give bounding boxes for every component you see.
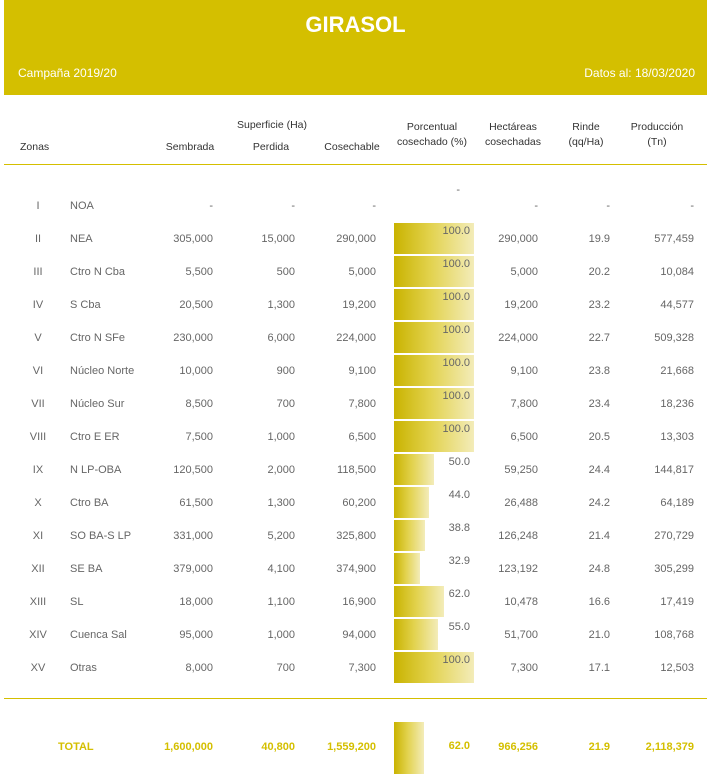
row-number: III bbox=[33, 266, 43, 278]
row-perdida: 700 bbox=[276, 398, 295, 410]
row-number: XIV bbox=[29, 629, 47, 641]
row-perdida: 500 bbox=[276, 266, 295, 278]
row-rinde: 22.7 bbox=[588, 332, 610, 344]
row-produccion: 144,817 bbox=[654, 464, 694, 476]
row-number: XV bbox=[30, 662, 46, 674]
row-cosechable: 16,900 bbox=[342, 596, 376, 608]
row-rinde: 23.2 bbox=[588, 299, 610, 311]
row-number: VIII bbox=[29, 431, 47, 443]
header-rinde bbox=[558, 120, 614, 150]
row-perdida: 1,300 bbox=[267, 497, 295, 509]
row-sembrada: 8,500 bbox=[185, 398, 213, 410]
row-produccion: 44,577 bbox=[660, 299, 694, 311]
header-cosechable: Cosechable bbox=[324, 141, 380, 153]
header-porcentual-line1: Porcentual bbox=[406, 121, 458, 133]
row-perdida: 1,000 bbox=[267, 629, 295, 641]
row-perdida: 6,000 bbox=[267, 332, 295, 344]
row-cosechable: 94,000 bbox=[342, 629, 376, 641]
row-rinde: 20.5 bbox=[588, 431, 610, 443]
row-number: II bbox=[34, 233, 42, 245]
row-produccion: 305,299 bbox=[654, 563, 694, 575]
row-perdida: 15,000 bbox=[261, 233, 295, 245]
row-sembrada: 331,000 bbox=[173, 530, 213, 542]
row-number: VII bbox=[31, 398, 45, 410]
row-produccion: 10,084 bbox=[660, 266, 694, 278]
row-perdida: 1,100 bbox=[267, 596, 295, 608]
row-perdida: 1,000 bbox=[267, 431, 295, 443]
row-produccion: 13,303 bbox=[660, 431, 694, 443]
table-row bbox=[4, 652, 707, 685]
row-perdida: 1,300 bbox=[267, 299, 295, 311]
total-rinde: 21.9 bbox=[588, 741, 610, 753]
header-porcentual-line2: cosechado (%) bbox=[396, 136, 468, 148]
header-sembrada: Sembrada bbox=[165, 141, 215, 153]
row-zona: S Cba bbox=[70, 299, 101, 311]
title-banner bbox=[4, 0, 707, 95]
row-produccion: 12,503 bbox=[660, 662, 694, 674]
row-sembrada: 305,000 bbox=[173, 233, 213, 245]
header-perdida: Perdida bbox=[252, 141, 290, 153]
header-rinde-line2: (qq/Ha) bbox=[568, 136, 604, 148]
total-pct-bar bbox=[394, 722, 424, 774]
header-hectareas bbox=[477, 120, 549, 150]
row-sembrada: 230,000 bbox=[173, 332, 213, 344]
row-number: XIII bbox=[29, 596, 47, 608]
row-hectareas: 290,000 bbox=[498, 233, 538, 245]
row-hectareas: 19,200 bbox=[504, 299, 538, 311]
header-hectareas-line2: cosechadas bbox=[484, 136, 542, 148]
header-produccion-line2: (Tn) bbox=[647, 136, 667, 148]
total-pct-value: 62.0 bbox=[448, 740, 470, 752]
row-produccion: - bbox=[690, 200, 694, 212]
row-sembrada: 8,000 bbox=[185, 662, 213, 674]
row-rinde: 21.0 bbox=[588, 629, 610, 641]
row-rinde: 16.6 bbox=[588, 596, 610, 608]
row-hectareas: 5,000 bbox=[510, 266, 538, 278]
total-cosechable: 1,559,200 bbox=[327, 741, 376, 753]
total-divider bbox=[4, 698, 707, 699]
row-cosechable: 6,500 bbox=[348, 431, 376, 443]
row-number: VI bbox=[32, 365, 44, 377]
row-produccion: 18,236 bbox=[660, 398, 694, 410]
table-row bbox=[4, 520, 707, 553]
row-hectareas: 6,500 bbox=[510, 431, 538, 443]
row-rinde: 20.2 bbox=[588, 266, 610, 278]
row-zona: NEA bbox=[70, 233, 93, 245]
row-perdida: 4,100 bbox=[267, 563, 295, 575]
row-zona: SE BA bbox=[70, 563, 103, 575]
row-cosechable: 325,800 bbox=[336, 530, 376, 542]
row-produccion: 21,668 bbox=[660, 365, 694, 377]
row-pct-value: 50.0 bbox=[448, 456, 470, 468]
row-zona: SO BA-S LP bbox=[70, 530, 132, 542]
page-title: GIRASOL bbox=[305, 12, 406, 37]
row-perdida: 5,200 bbox=[267, 530, 295, 542]
row-cosechable: 60,200 bbox=[342, 497, 376, 509]
row-pct-value: 100.0 bbox=[442, 225, 470, 237]
row-perdida: 900 bbox=[276, 365, 295, 377]
row-number: XI bbox=[32, 530, 44, 542]
row-cosechable: 7,300 bbox=[348, 662, 376, 674]
row-sembrada: 18,000 bbox=[179, 596, 213, 608]
row-hectareas: 224,000 bbox=[498, 332, 538, 344]
row-zona: Cuenca Sal bbox=[70, 629, 127, 641]
total-label: TOTAL bbox=[58, 741, 94, 753]
row-sembrada: 7,500 bbox=[185, 431, 213, 443]
row-zona: Ctro BA bbox=[70, 497, 109, 509]
row-produccion: 577,459 bbox=[654, 233, 694, 245]
date-label: Datos al: 18/03/2020 bbox=[584, 66, 695, 80]
row-pct-value: 100.0 bbox=[442, 291, 470, 303]
total-perdida: 40,800 bbox=[261, 741, 295, 753]
row-pct-value: 100.0 bbox=[442, 324, 470, 336]
row-perdida: - bbox=[291, 200, 295, 212]
row-hectareas: 7,800 bbox=[510, 398, 538, 410]
row-rinde: 24.4 bbox=[588, 464, 610, 476]
row-zona: NOA bbox=[70, 200, 94, 212]
campaign-label: Campaña 2019/20 bbox=[18, 66, 117, 80]
table-row bbox=[4, 487, 707, 520]
row-number: XII bbox=[31, 563, 45, 575]
row-cosechable: 290,000 bbox=[336, 233, 376, 245]
row-pct-value: 100.0 bbox=[442, 390, 470, 402]
header-porcentual bbox=[387, 120, 477, 150]
row-zona: Ctro N SFe bbox=[70, 332, 126, 344]
row-zona: Ctro E ER bbox=[70, 431, 120, 443]
total-produccion: 2,118,379 bbox=[645, 741, 694, 753]
row-sembrada: 10,000 bbox=[179, 365, 213, 377]
row-pct-bar bbox=[394, 487, 429, 518]
row-rinde: 24.2 bbox=[588, 497, 610, 509]
row-hectareas: 51,700 bbox=[504, 629, 538, 641]
row-zona: SL bbox=[70, 596, 84, 608]
table-row bbox=[4, 586, 707, 619]
header-zonas: Zonas bbox=[20, 141, 50, 153]
header-produccion bbox=[620, 120, 694, 150]
table-row bbox=[4, 355, 707, 388]
header-hectareas-line1: Hectáreas bbox=[489, 121, 537, 133]
row-perdida: 2,000 bbox=[267, 464, 295, 476]
row-produccion: 270,729 bbox=[654, 530, 694, 542]
row-rinde: 23.8 bbox=[588, 365, 610, 377]
table-row bbox=[4, 619, 707, 652]
row-rinde: 19.9 bbox=[588, 233, 610, 245]
row-sembrada: 120,500 bbox=[173, 464, 213, 476]
row-pct-value: 100.0 bbox=[442, 357, 470, 369]
row-cosechable: 19,200 bbox=[342, 299, 376, 311]
table-row bbox=[4, 553, 707, 586]
row-number: V bbox=[34, 332, 42, 344]
row-cosechable: 118,500 bbox=[337, 464, 376, 476]
row-cosechable: 374,900 bbox=[336, 563, 376, 575]
row-rinde: 21.4 bbox=[588, 530, 610, 542]
row-number: X bbox=[34, 497, 42, 509]
row-produccion: 108,768 bbox=[654, 629, 694, 641]
row-number: IX bbox=[32, 464, 44, 476]
row-hectareas: 126,248 bbox=[498, 530, 538, 542]
table-row bbox=[4, 184, 707, 223]
row-sembrada: - bbox=[209, 200, 213, 212]
row-hectareas: 59,250 bbox=[504, 464, 538, 476]
row-sembrada: 379,000 bbox=[173, 563, 213, 575]
row-zona: Núcleo Sur bbox=[70, 398, 125, 410]
table-row bbox=[4, 322, 707, 355]
total-sembrada: 1,600,000 bbox=[164, 741, 213, 753]
row-number: IV bbox=[32, 299, 44, 311]
row-produccion: 17,419 bbox=[660, 596, 694, 608]
row-number: I bbox=[36, 200, 40, 212]
row-hectareas: 9,100 bbox=[510, 365, 538, 377]
row-pct-value: 100.0 bbox=[442, 258, 470, 270]
row-pct-value: 38.8 bbox=[448, 522, 470, 534]
table-row bbox=[4, 454, 707, 487]
row-hectareas: 123,192 bbox=[498, 563, 538, 575]
row-rinde: 24.8 bbox=[588, 563, 610, 575]
total-hectareas: 966,256 bbox=[498, 741, 538, 753]
total-row bbox=[4, 722, 707, 774]
table-row bbox=[4, 223, 707, 256]
row-rinde: 23.4 bbox=[588, 398, 610, 410]
row-pct-bar bbox=[394, 586, 444, 617]
row-sembrada: 20,500 bbox=[179, 299, 213, 311]
row-cosechable: 7,800 bbox=[348, 398, 376, 410]
row-hectareas: 26,488 bbox=[504, 497, 538, 509]
row-pct-value: 44.0 bbox=[448, 489, 470, 501]
row-cosechable: - bbox=[372, 200, 376, 212]
row-sembrada: 5,500 bbox=[185, 266, 213, 278]
row-rinde: - bbox=[606, 200, 610, 212]
row-sembrada: 61,500 bbox=[179, 497, 213, 509]
row-pct-value: 55.0 bbox=[448, 621, 470, 633]
row-hectareas: 7,300 bbox=[510, 662, 538, 674]
header-divider bbox=[4, 164, 707, 165]
row-cosechable: 5,000 bbox=[348, 266, 376, 278]
header-superficie: Superficie (Ha) bbox=[236, 119, 308, 131]
table-row bbox=[4, 256, 707, 289]
row-pct-value: 100.0 bbox=[442, 654, 470, 666]
row-pct-value: - bbox=[456, 184, 460, 196]
header-rinde-line1: Rinde bbox=[572, 121, 600, 133]
row-cosechable: 9,100 bbox=[348, 365, 376, 377]
row-zona: Otras bbox=[70, 662, 97, 674]
row-pct-value: 62.0 bbox=[448, 588, 470, 600]
row-pct-bar bbox=[394, 520, 425, 551]
row-pct-bar bbox=[394, 619, 438, 650]
row-hectareas: 10,478 bbox=[504, 596, 538, 608]
row-hectareas: - bbox=[534, 200, 538, 212]
row-perdida: 700 bbox=[276, 662, 295, 674]
row-produccion: 64,189 bbox=[660, 497, 694, 509]
row-sembrada: 95,000 bbox=[179, 629, 213, 641]
row-rinde: 17.1 bbox=[588, 662, 610, 674]
row-produccion: 509,328 bbox=[654, 332, 694, 344]
table-row bbox=[4, 289, 707, 322]
header-produccion-line1: Producción bbox=[630, 121, 684, 133]
table-row bbox=[4, 388, 707, 421]
row-cosechable: 224,000 bbox=[336, 332, 376, 344]
row-zona: N LP-OBA bbox=[70, 464, 122, 476]
row-pct-value: 32.9 bbox=[448, 555, 470, 567]
row-zona: Ctro N Cba bbox=[70, 266, 126, 278]
row-pct-bar bbox=[394, 454, 434, 485]
table-row bbox=[4, 421, 707, 454]
row-pct-bar bbox=[394, 553, 420, 584]
row-pct-value: 100.0 bbox=[442, 423, 470, 435]
row-zona: Núcleo Norte bbox=[70, 365, 135, 377]
